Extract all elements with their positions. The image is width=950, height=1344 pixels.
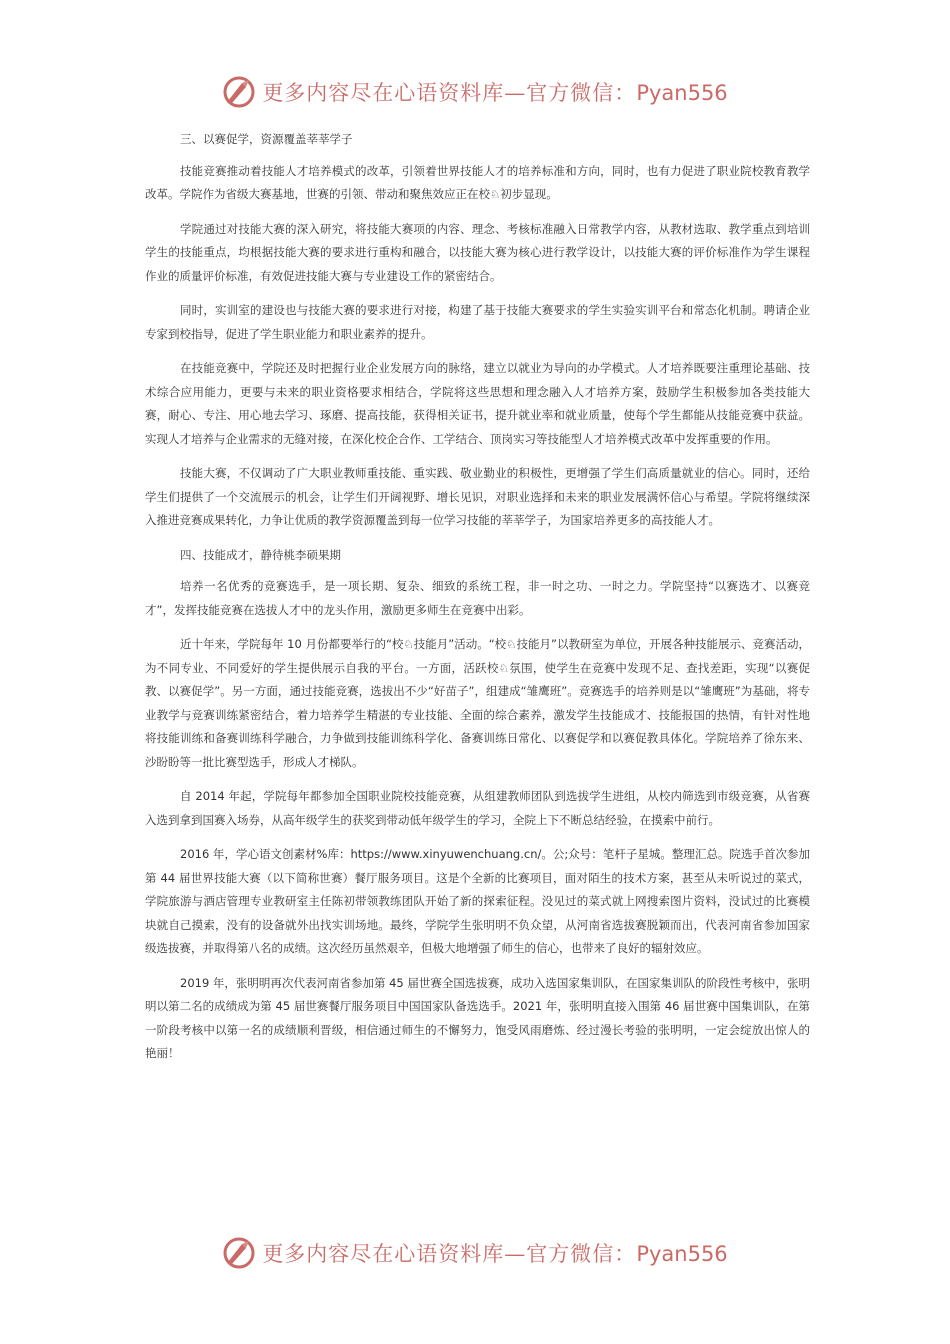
section-heading-3: 三、以赛促学，资源覆盖莘莘学子: [180, 132, 353, 146]
paragraph: 同时，实训室的建设也与技能大赛的要求进行对接，构建了基于技能大赛要求的学生实验实训平台和常态化机制。聘请企业专家到校指导，促进了学生职业能力和职业素养的提升。: [145, 303, 810, 341]
banner-text: [262, 1238, 727, 1268]
footer-banner: [0, 1233, 950, 1273]
paragraph: 培养一名优秀的竞赛选手，是一项长期、复杂、细致的系统工程，非一时之功、一时之力。学院坚持“以赛选才、以赛竞才”，发挥技能竞赛在选拔人才中的龙头作用，激励更多师生在竞赛中出彩。: [145, 579, 810, 617]
paragraph: 2016 年，学心语文创素材%库：https://www.xinyuwenchuang.cn/。公;众号：笔杆子星城。整理汇总。院选手首次参加第 44 届世界技能大赛（以下简称世赛）餐厅服务项目。这是个全新的比赛项目，面对陌生的技术方案，甚至从未听说过的菜式，学院旅游与酒店管理专业教研室主任陈初带领教练团队开始了新的探索征程。没见过的菜式就上网搜索图片资料，没试过的比赛模块就自己摸索，没有的设备就外出找实训场地。最终，学院学生张明明不负众望，从河南省选拔赛脱颖而出，代表河南省参加国家级选拔赛，并取得第八名的成绩。这次经历虽然艰辛，但极大地增强了师生的信心，也带来了良好的辐射效应。: [145, 847, 810, 955]
paragraph: 近十年来，学院每年 10 月份都要举行的“校♘技能月”活动。“校♘技能月”以教研室为单位，开展各种技能展示、竞赛活动，为不同专业、不同爱好的学生提供展示自我的平台。一方面，活跃校♘氛围，使学生在竞赛中发现不足、查找差距，实现“以赛促教、以赛促学”。另一方面，通过技能竞赛，选拔出不少“好苗子”，组建成“雏鹰班”。竞赛选手的培养则是以“雏鹰班”为基础，将专业教学与竞赛训练紧密结合，着力培养学生精湛的专业技能、全面的综合素养，激发学生技能成才、技能报国的热情，有针对性地将技能训练和备赛训练科学融合，力争做到技能训练科学化、备赛训练日常化、以赛促学和以赛促教具体化。学院培养了徐东来、沙盼盼等一批比赛型选手，形成人才梯队。: [145, 637, 810, 769]
brand-logo-icon: [222, 75, 256, 109]
paragraph: 学院通过对技能大赛的深入研究，将技能大赛项的内容、理念、考核标准融入日常教学内容，从教材选取、教学重点到培训学生的技能重点，均根据技能大赛的要求进行重构和融合，以技能大赛为核心进行教学设计，以技能大赛的评价标准作为学生课程作业的质量评价标准，有效促进技能大赛与专业建设工作的紧密结合。: [145, 221, 810, 283]
banner-title: 更多内容尽在心语资料库—官方微信：: [262, 81, 637, 105]
paragraph: 技能竞赛推动着技能人才培养模式的改革，引领着世界技能人才的培养标准和方向，同时，也有力促进了职业院校教育教学改革。学院作为省级大赛基地，世赛的引领、带动和聚焦效应正在校♘初步显现。: [145, 163, 810, 201]
paragraph: 在技能竞赛中，学院还及时把握行业企业发展方向的脉络，建立以就业为导向的办学模式。人才培养既要注重理论基础、技术综合应用能力，更要与未来的职业资格要求相结合，学院将这些思想和理念融入人才培养方案，鼓励学生积极参加各类技能大赛，耐心、专注、用心地去学习、琢磨、提高技能，获得相关证书，提升就业率和就业质量，使每个学生都能从技能竞赛中获益。实现人才培养与企业需求的无缝对接，在深化校企合作、工学结合、顶岗实习等技能型人才培养模式改革中发挥重要的作用。: [145, 361, 810, 446]
section-heading-4: 四、技能成才，静待桃李硕果期: [180, 547, 341, 562]
banner-text: [262, 77, 727, 107]
document-body: [145, 128, 810, 1077]
banner-title: 更多内容尽在心语资料库—官方微信：: [262, 1242, 637, 1266]
paragraph: 技能大赛，不仅调动了广大职业教师重技能、重实践、敬业勤业的积极性，更增强了学生们高质量就业的信心。同时，还给学生们提供了一个交流展示的机会，让学生们开阔视野、增长见识，对职业选择和未来的职业发展满怀信心与希望。学院将继续深入推进竞赛成果转化，力争让优质的教学资源覆盖到每一位学习技能的莘莘学子，为国家培养更多的高技能人才。: [145, 466, 810, 527]
header-banner: [0, 72, 950, 112]
paragraph: 自 2014 年起，学院每年都参加全国职业院校技能竞赛，从组建教师团队到选拔学生进组，从校内筛选到市级竞赛，从省赛入选到拿到国赛入场券，从高年级学生的获奖到带动低年级学生的学习，全院上下不断总结经验，在摸索中前行。: [145, 789, 810, 827]
brand-logo-icon: [222, 1236, 256, 1270]
banner-handle: Pyan556: [636, 81, 728, 105]
banner-handle: Pyan556: [636, 1242, 728, 1266]
paragraph: 2019 年，张明明再次代表河南省参加第 45 届世赛全国选拔赛，成功入选国家集训队，在国家集训队的阶段性考核中，张明明以第二名的成绩成为第 45 届世赛餐厅服务项目中国国家队备选选手。2021 年，张明明直接入围第 46 届世赛中国集训队，在第一阶段考核中以第一名的成绩顺利晋级，相信通过师生的不懈努力，饱受风雨磨炼、经过漫长考验的张明明，一定会绽放出惊人的艳丽！: [145, 975, 810, 1060]
